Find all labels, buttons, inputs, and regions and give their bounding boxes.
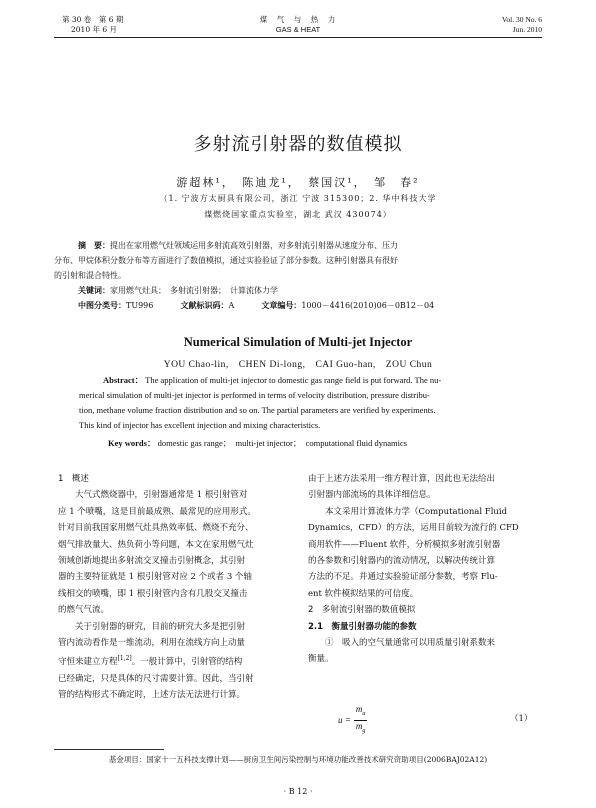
section-heading-1: 1 概述 [58,474,89,484]
keywords-cn-label: 关键词： [78,286,110,295]
clc-number: TU996 [126,301,154,310]
equation-var: m [355,703,363,714]
paragraph-line: 的各参数和引射器内的流动情况，以解决传统计算 [308,556,496,567]
journal-name-cn: 煤 气 与 热 力 [259,15,337,24]
subsection-heading-2-1: 2.1 衡量引射器功能的参数 [308,621,417,632]
paragraph-line: 引射器内部流场的具体详细信息。 [308,490,436,501]
paragraph-line: 关于引射器的研究，目前的研究大多是把引射 [75,621,246,632]
affiliation-line-1: （1. 宁波方太厨具有限公司，浙江 宁波 315300；2. 华中科技大学 [159,194,437,203]
paragraph-line: 管的结构形式不确定时，上述方法无法进行计算。 [58,690,246,701]
equation-subscript: g [362,727,366,734]
keywords-en: domestic gas range； multi-jet injector； computational fluid dynamics [157,438,408,448]
paragraph-line: Dynamics，CFD）的方法，运用目前较为流行的 CFD [308,523,519,534]
paragraph-line: 器的主要特征就是 1 根引射管对应 2 个或者 3 个轴 [58,572,252,583]
citation-ref: [1,2] [117,655,132,663]
paragraph-line: 方法的不足。并通过实验验证部分参数，考察 Flu- [308,572,498,583]
paragraph-line: 烟气排放量大、热负荷小等问题，本文在家用燃气灶 [58,539,254,550]
equation-denominator [354,721,368,737]
abstract-cn-label: 摘 要： [78,241,110,250]
text-span: 。一般计算中，引射管的结构 [131,657,243,668]
abstract-cn-text: 分布、甲烷体积分数分布等方面进行了数值模拟，通过实验验证了部分参数。这种引射器具有很好 [54,256,398,265]
abstract-en [79,373,519,433]
paragraph-line: 已经确定，只是具体的尺寸需要计算。因此，当引射 [58,673,254,684]
paper-title-en: Numerical Simulation of Multi-jet Injector [183,335,413,349]
paragraph-line: 的燃气气流。 [58,605,110,616]
journal-name-en: GAS & HEAT [275,25,321,34]
keywords-en-label: Key words： [108,438,156,448]
body-right-column [308,471,540,668]
equation-number: （1） [510,714,533,724]
abstract-cn-text: 的引射和混合特性。 [54,271,126,280]
funding-footnote: 基金项目：国家十一五科技支撑计划——厨房卫生间污染控制与环境功能改善技术研究资助项目(2006BAJ02A12) [108,755,488,764]
abstract-en-text: merical simulation of multi-jet injector is performed in terms of velocity distribution, pressure distribu- [79,390,430,400]
equation-numerator [354,704,368,721]
date-en: Jun. 2010 [512,25,542,34]
paragraph-line: ent 软件模拟结果的可信度。 [308,588,419,599]
affiliation-line-2: 煤燃烧国家重点实验室，湖北 武汉 430074） [204,210,392,219]
page-number: · B 12 · [283,787,313,796]
keywords-cn: 家用燃气灶具； 多射流引射器； 计算流体力学 [110,286,278,295]
article-no: 1000－4416(2010)06－0B12－04 [301,301,435,310]
header-rule [54,37,542,38]
paragraph-line: 应 1 个喷嘴，这是目前最成熟、最常见的应用形式。 [58,506,256,517]
volume-en: Vol. 30 No. 6 [501,15,542,24]
journal-date: 2010 年 6 月 [71,25,118,34]
paragraph-line: ① 吸入的空气量通常可以用质量引射系数来 [325,638,496,649]
paper-title: 多射流引射器的数值模拟 [193,134,403,155]
clc-label: 中图分类号： [78,301,126,310]
section-heading-2: 2 多射流引射器的数值模拟 [308,605,416,616]
paragraph-line: 针对目前我国家用燃气灶具热效率低、燃烧不充分、 [58,523,254,534]
equation-fraction [354,704,368,737]
paper-authors-en: YOU Chao-lin, CHEN Di-long, CAI Guo-han, ZOU Chun [163,360,433,370]
keywords-en-block [108,437,407,449]
abstract-en-text: The application of multi-jet injector to domestic gas range field is put forward. The nu- [145,375,442,385]
abstract-cn [54,238,542,313]
abstract-en-label: Abstract： [103,375,144,385]
body-left-column [58,471,290,704]
abstract-en-text: tion, methane volume fraction distribution and so on. The partial parameters are verified by experiments. [79,405,436,415]
paragraph-line [58,651,290,670]
paragraph-line: 衡量。 [308,654,334,665]
journal-volume-issue: 第 30 卷 第 6 期 [62,15,124,24]
equation-1 [338,703,367,734]
paper-authors: 游超林¹， 陈迪龙¹， 蔡国汉¹， 邹 春² [176,176,420,189]
paragraph-line: 领域创新地提出多射流交叉撞击引射概念，其引射 [58,556,246,567]
text-span: 守恒来建立方程 [58,657,118,668]
equation-subscript: a [362,710,366,717]
paragraph-line: 线相交的喷嘴，即 1 根引射管内含有几股交叉撞击 [58,588,248,599]
paragraph-line: 由于上述方法采用一维方程计算，因此也无法给出 [308,474,496,484]
abstract-en-text: This kind of injector has excellent injection and mixing characteristics. [79,420,321,430]
paragraph-line: 大气式燃烧器中，引射器通常是 1 根引射管对 [75,490,248,501]
paragraph-line: 管内流动看作是一维流动，利用在流线方向上动量 [58,638,246,649]
paragraph-line: 商用软件——Fluent 软件，分析模拟多射流引射器 [308,539,501,550]
footnote-rule [54,749,164,750]
paragraph-line: 本文采用计算流体力学（Computational Fluid [325,506,508,517]
doc-code: A [228,301,235,310]
equation-lhs: u = [338,715,351,725]
equation-var: m [355,720,363,731]
article-no-label: 文章编号： [261,301,302,310]
doc-code-label: 文献标识码： [180,301,229,310]
abstract-cn-text: 提出在家用燃气灶领域运用多射流高效引射器，对多射流引射器从速度分布、压力 [110,241,398,250]
